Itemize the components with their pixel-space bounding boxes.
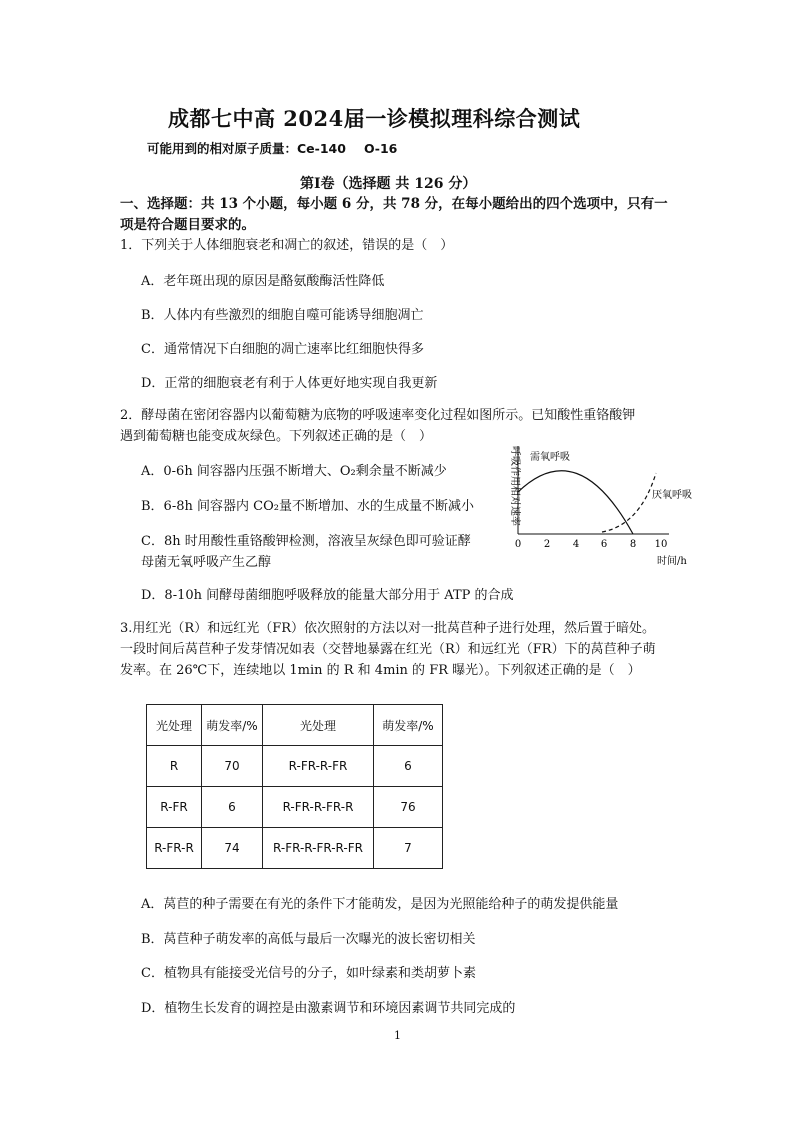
q1-option-b: B．人体内有些激烈的细胞自噬可能诱导细胞凋亡 [141,308,424,323]
x-tick: 10 [654,539,668,550]
x-tick: 8 [629,539,637,550]
table-header: 光处理 [263,705,374,746]
table-cell: 7 [374,828,443,869]
q3-stem-line2: 一段时间后莴苣种子发芽情况如表（交替地暴露在红光（R）和远红光（FR）下的莴苣种子萌 [120,642,656,657]
anaerobic-curve [602,473,656,532]
respiration-rate-figure [494,440,714,570]
q2-option-a: A．0-6h 间容器内压强不断增大、O₂剩余量不断减少 [141,464,447,479]
table-header: 萌发率/% [374,705,443,746]
table-header: 光处理 [147,705,202,746]
x-tick: 4 [572,539,580,550]
table-row [147,787,443,828]
atomic-mass-label: 可能用到的相对原子质量：Ce-140 [147,141,346,156]
table-header: 萌发率/% [202,705,263,746]
q1-option-a: A．老年斑出现的原因是酪氨酸酶活性降低 [141,274,385,289]
table-cell: 6 [202,787,263,828]
q2-option-c: C．8h 时用酸性重铬酸钾检测，溶液呈灰绿色即可验证酵 [141,534,471,549]
table-cell: R [147,746,202,787]
x-tick: 6 [600,539,608,550]
q3-option-c: C．植物具有能接受光信号的分子，如叶绿素和类胡萝卜素 [141,966,476,981]
atomic-mass-line [147,139,415,157]
table-row [147,828,443,869]
q2-option-c-cont: 母菌无氧呼吸产生乙醇 [141,555,272,570]
q1-option-d: D．正常的细胞衰老有利于人体更好地实现自我更新 [141,376,438,391]
aerobic-curve [518,471,633,534]
q3-option-a: A．莴苣的种子需要在有光的条件下才能萌发，是因为光照能给种子的萌发提供能量 [141,897,619,912]
table-cell: 6 [374,746,443,787]
table-cell: R-FR-R-FR-R [263,787,374,828]
anaerobic-label: 厌氧呼吸 [652,490,692,501]
x-tick: 0 [514,539,522,550]
table-cell: R-FR-R [147,828,202,869]
x-axis-label: 时间/h [657,556,687,567]
q1-stem: 1．下列关于人体细胞衰老和凋亡的叙述，错误的是（ ） [120,238,454,253]
table-cell: R-FR [147,787,202,828]
q3-stem-line1: 3.用红光（R）和远红光（FR）依次照射的方法以对一批莴苣种子进行处理，然后置于暗处。 [120,621,656,636]
page-number: 1 [394,1029,401,1042]
q2-stem-line2: 遇到葡萄糖也能变成灰绿色。下列叙述正确的是（ ） [120,429,433,444]
light-treatment-table [146,704,443,869]
section-title: 第Ⅰ卷（选择题 共 126 分） [300,176,477,192]
table-cell: 70 [202,746,263,787]
table-row [147,746,443,787]
table-cell: 76 [374,787,443,828]
page-title: 成都七中高 2024届一诊模拟理科综合测试 [168,106,581,131]
table-cell: 74 [202,828,263,869]
q3-option-b: B．莴苣种子萌发率的高低与最后一次曝光的波长密切相关 [141,932,476,947]
q2-option-d: D．8-10h 间酵母菌细胞呼吸释放的能量大部分用于 ATP 的合成 [141,588,514,603]
figure-y-label [509,446,522,526]
section-instruction: 一、选择题：共 13 个小题，每小题 6 分，共 78 分，在每小题给出的四个选项中，只有一项是符合题目要求的。 [120,196,668,233]
figure-y-label-text: 呼吸作用相对速率 [509,446,520,526]
q1-option-c: C．通常情况下白细胞的凋亡速率比红细胞快得多 [141,342,424,357]
atomic-mass-o: O-16 [363,141,398,156]
table-header-row [147,705,443,746]
q3-stem-line3: 发率。在 26℃下，连续地以 1min 的 R 和 4min 的 FR 曝光）。下列叙述正确的是（ ） [120,663,641,678]
q3-option-d: D．植物生长发育的调控是由激素调节和环境因素调节共同完成的 [141,1001,516,1016]
table-cell: R-FR-R-FR-R-FR [263,828,374,869]
table-cell: R-FR-R-FR [263,746,374,787]
aerobic-label: 需氧呼吸 [530,452,570,463]
q2-option-b: B．6-8h 间容器内 CO₂量不断增加、水的生成量不断减小 [141,499,474,514]
x-tick: 2 [543,539,551,550]
q2-stem-line1: 2．酵母菌在密闭容器内以葡萄糖为底物的呼吸速率变化过程如图所示。已知酸性重铬酸钾 [120,408,636,423]
